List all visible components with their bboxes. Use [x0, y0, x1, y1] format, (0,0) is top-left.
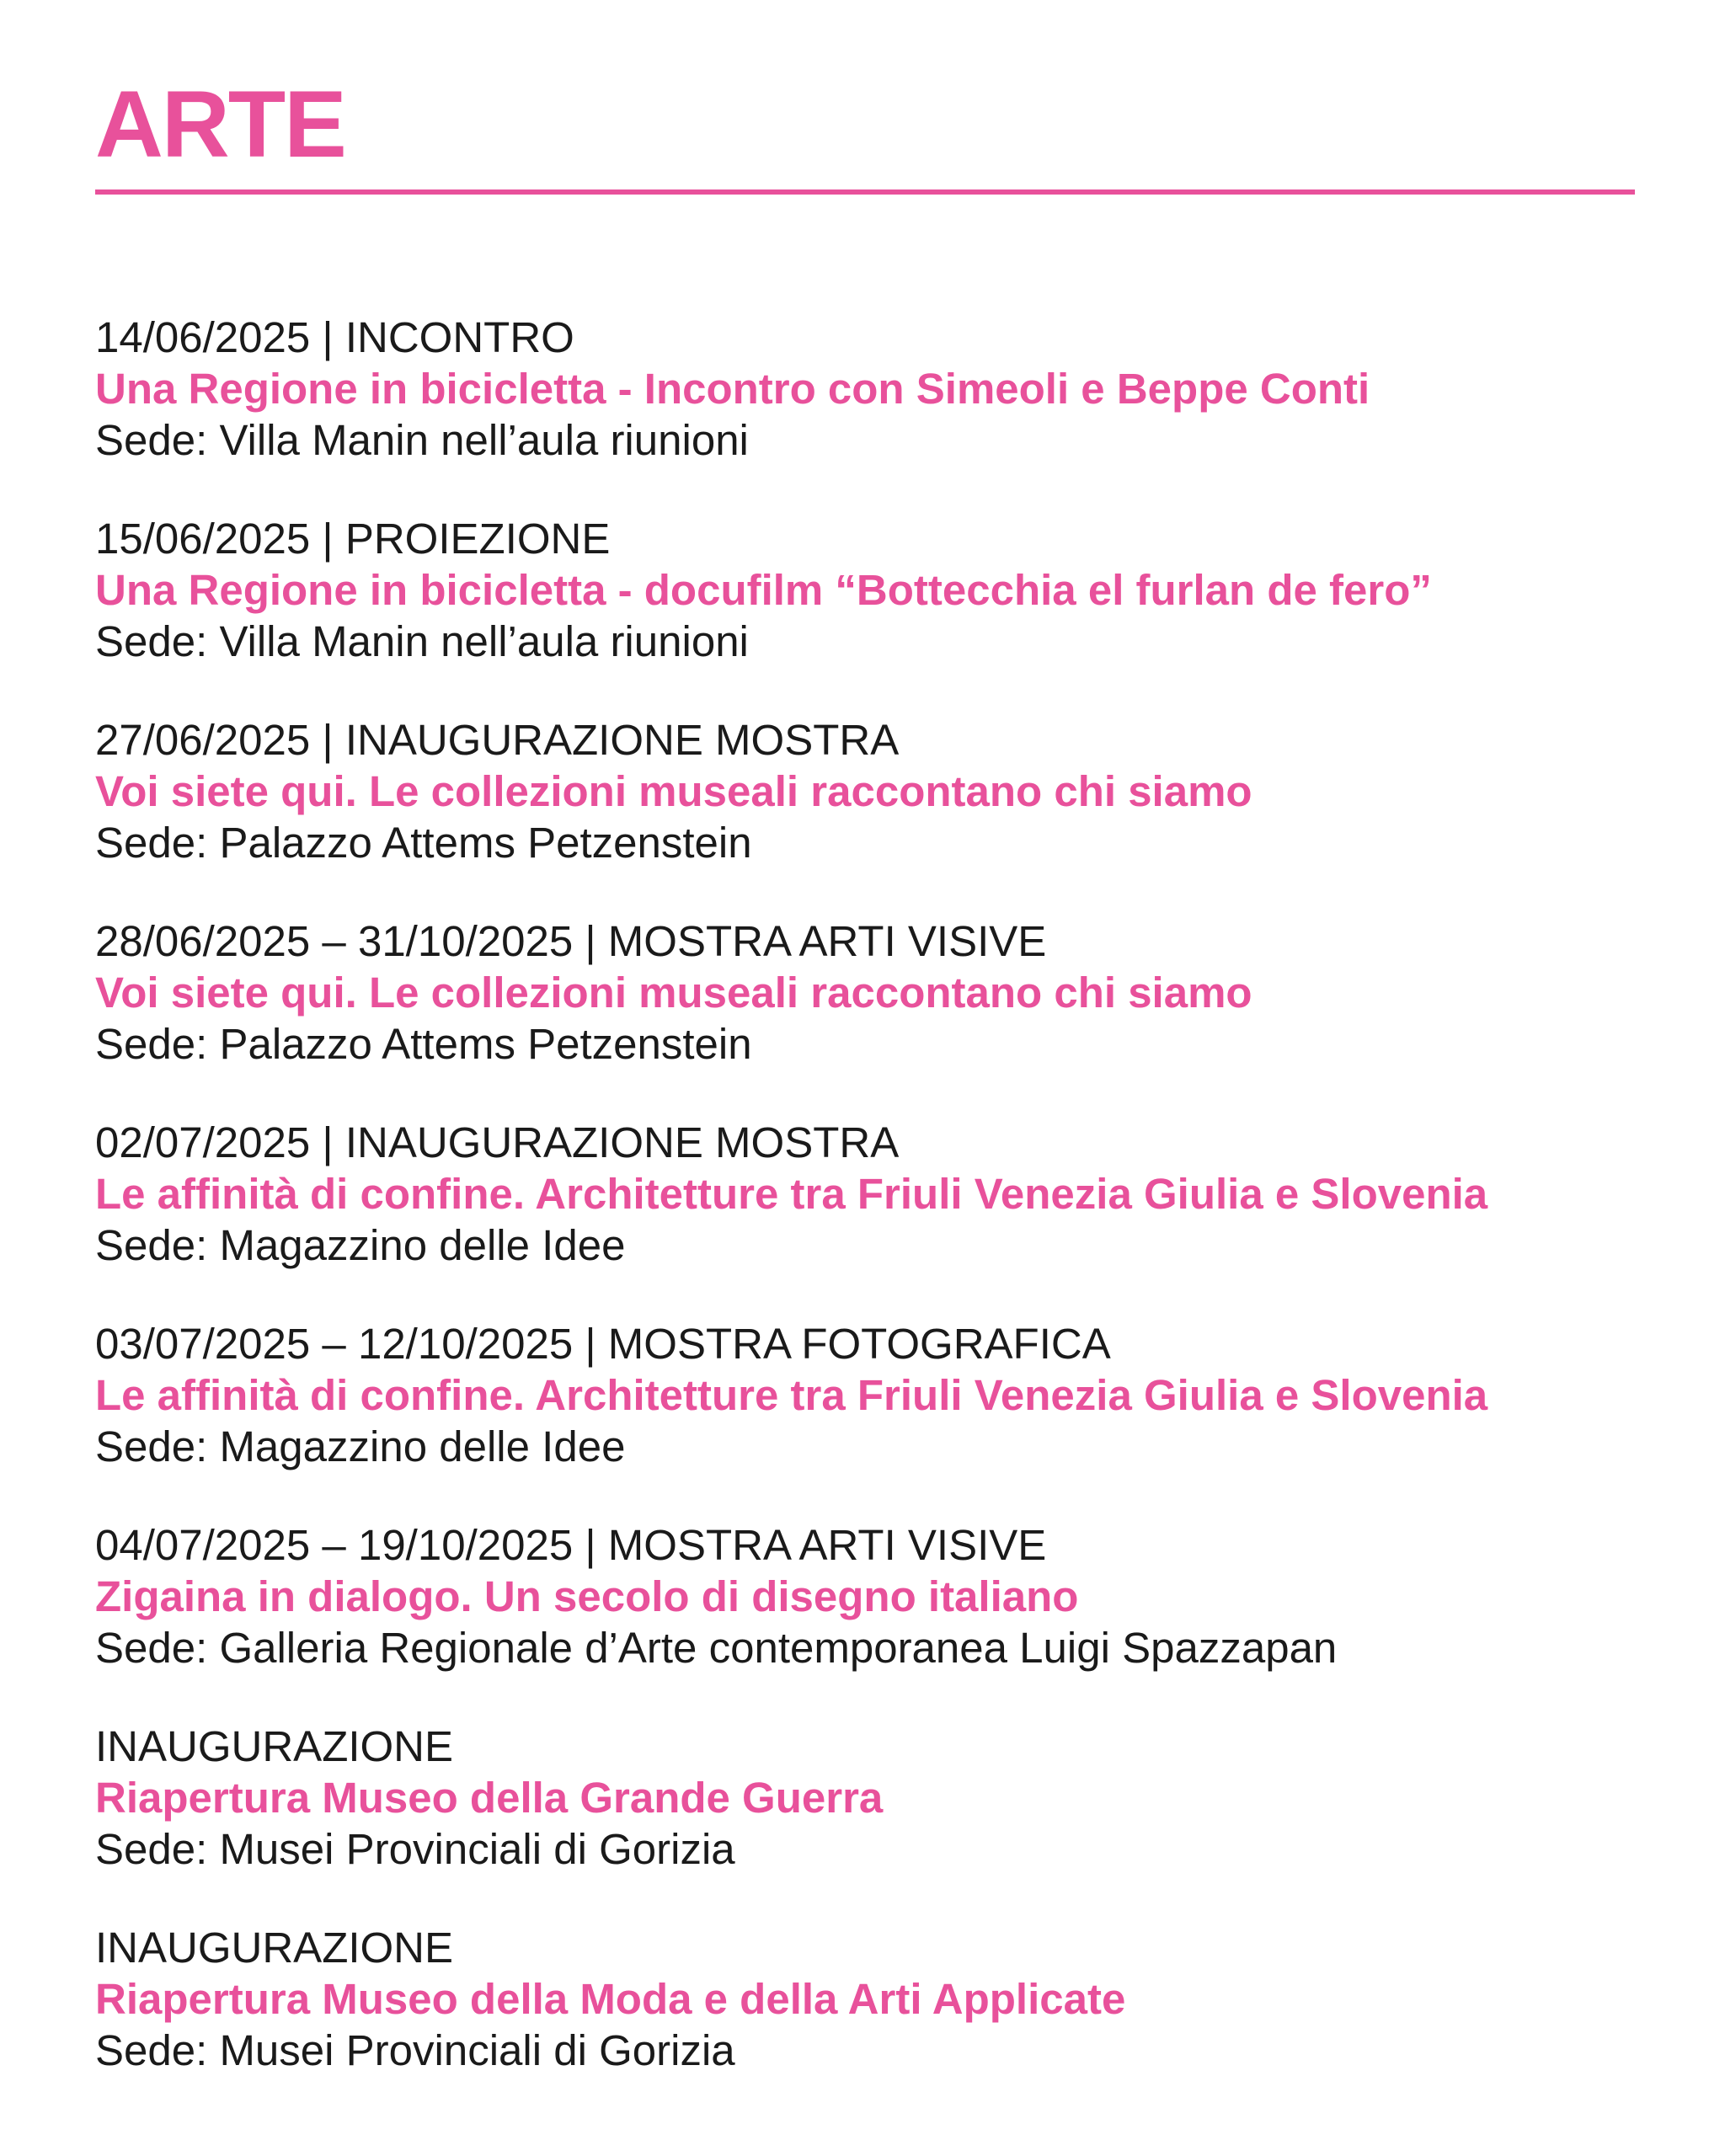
event-title: Le affinità di confine. Architetture tra Friuli Venezia Giulia e Slovenia [95, 1371, 1488, 1419]
event-title: Voi siete qui. Le collezioni museali raccontano chi siamo [95, 767, 1252, 815]
event-date-type: INAUGURAZIONE [95, 1924, 454, 1972]
event-item [95, 915, 1635, 1117]
event-venue: Sede: Musei Provinciali di Gorizia [95, 2026, 735, 2074]
event-item [95, 1922, 1635, 2123]
event-date-type: 04/07/2025 – 19/10/2025 | MOSTRA ARTI VISIVE [95, 1521, 1047, 1569]
event-title: Le affinità di confine. Architetture tra Friuli Venezia Giulia e Slovenia [95, 1170, 1488, 1218]
event-title: Voi siete qui. Le collezioni museali raccontano chi siamo [95, 969, 1252, 1017]
event-item [95, 1318, 1635, 1519]
event-item [95, 312, 1635, 513]
event-date-type: INAUGURAZIONE [95, 1722, 454, 1770]
title-divider [95, 189, 1635, 195]
event-date-type: 03/07/2025 – 12/10/2025 | MOSTRA FOTOGRAFICA [95, 1320, 1111, 1368]
event-venue: Sede: Galleria Regionale d’Arte contemporanea Luigi Spazzapan [95, 1624, 1338, 1672]
event-title: Una Regione in bicicletta - docufilm “Bottecchia el furlan de fero” [95, 566, 1432, 614]
event-date-type: 28/06/2025 – 31/10/2025 | MOSTRA ARTI VISIVE [95, 917, 1047, 965]
event-item [95, 714, 1635, 915]
event-venue: Sede: Musei Provinciali di Gorizia [95, 1825, 735, 1873]
event-date-type: 27/06/2025 | INAUGURAZIONE MOSTRA [95, 716, 900, 764]
event-title: Zigaina in dialogo. Un secolo di disegno italiano [95, 1572, 1079, 1620]
event-title: Riapertura Museo della Grande Guerra [95, 1774, 884, 1822]
event-date-type: 14/06/2025 | INCONTRO [95, 313, 574, 361]
event-venue: Sede: Villa Manin nell’aula riunioni [95, 416, 749, 464]
event-title: Riapertura Museo della Moda e della Arti Applicate [95, 1975, 1126, 2023]
event-venue: Sede: Villa Manin nell’aula riunioni [95, 617, 749, 665]
event-title: Una Regione in bicicletta - Incontro con Simeoli e Beppe Conti [95, 365, 1370, 413]
event-item [95, 1721, 1635, 1922]
event-item [95, 1519, 1635, 1721]
event-venue: Sede: Palazzo Attems Petzenstein [95, 819, 752, 867]
event-list [95, 312, 1635, 2123]
event-venue: Sede: Magazzino delle Idee [95, 1422, 626, 1470]
section-title: ARTE [95, 72, 345, 177]
event-date-type: 02/07/2025 | INAUGURAZIONE MOSTRA [95, 1118, 900, 1166]
event-date-type: 15/06/2025 | PROIEZIONE [95, 515, 611, 563]
event-item [95, 1117, 1635, 1318]
event-venue: Sede: Magazzino delle Idee [95, 1221, 626, 1269]
event-item [95, 513, 1635, 714]
event-venue: Sede: Palazzo Attems Petzenstein [95, 1020, 752, 1068]
